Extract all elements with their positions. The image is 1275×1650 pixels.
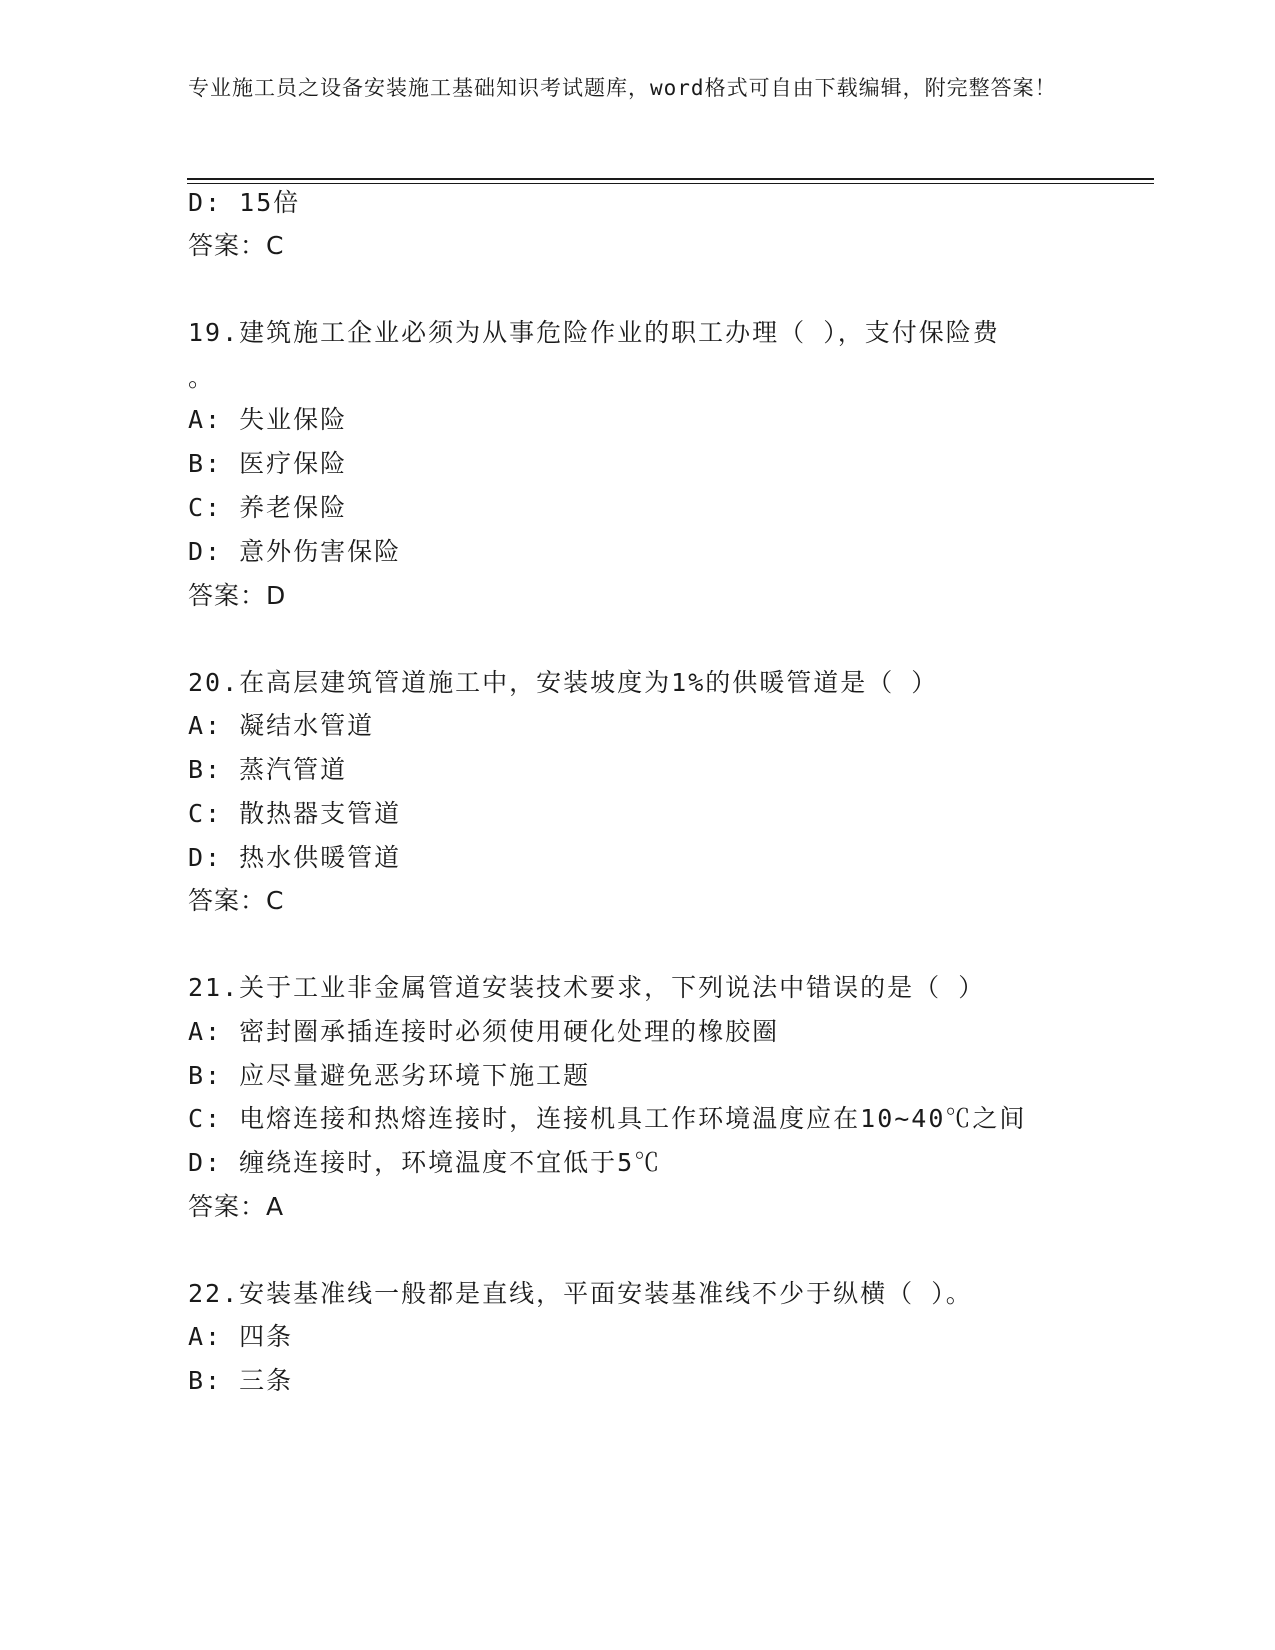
document-header: 专业施工员之设备安装施工基础知识考试题库，word格式可自由下载编辑，附完整答案！ (188, 76, 1057, 100)
q19-option-a: A: 失业保险 (188, 405, 348, 434)
q19-option-c: C: 养老保险 (188, 493, 348, 522)
q20-option-d: D: 热水供暖管道 (188, 843, 402, 872)
q21-answer: 答案：A (188, 1192, 285, 1221)
q19-answer: 答案：D (188, 581, 287, 610)
prev-answer: 答案：C (188, 231, 285, 260)
q21-option-c: C: 电熔连接和热熔连接时，连接机具工作环境温度应在10~40℃之间 (188, 1104, 1027, 1133)
q19-option-b: B: 医疗保险 (188, 449, 348, 478)
prev-option-d: D: 15倍 (188, 188, 301, 217)
q21-option-a: A: 密封圈承插连接时必须使用硬化处理的橡胶圈 (188, 1017, 780, 1046)
q22-option-b: B: 三条 (188, 1366, 294, 1395)
q20-option-b: B: 蒸汽管道 (188, 755, 348, 784)
q19-stem-line2: 。 (188, 363, 216, 392)
q21-stem: 21.关于工业非金属管道安装技术要求，下列说法中错误的是（ ） (188, 973, 986, 1002)
q20-answer: 答案：C (188, 886, 285, 915)
q22-option-a: A: 四条 (188, 1322, 294, 1351)
q22-stem: 22.安装基准线一般都是直线，平面安装基准线不少于纵横（ ）。 (188, 1279, 973, 1308)
q21-option-d: D: 缠绕连接时，环境温度不宜低于5℃ (188, 1148, 662, 1177)
header-divider-thick (187, 178, 1154, 180)
header-divider-thin (187, 183, 1154, 184)
q20-stem: 20.在高层建筑管道施工中，安装坡度为1%的供暖管道是（ ） (188, 668, 939, 697)
q20-option-a: A: 凝结水管道 (188, 711, 375, 740)
q20-option-c: C: 散热器支管道 (188, 799, 402, 828)
q21-option-b: B: 应尽量避免恶劣环境下施工题 (188, 1061, 591, 1090)
q19-option-d: D: 意外伤害保险 (188, 537, 402, 566)
q19-stem-line1: 19.建筑施工企业必须为从事危险作业的职工办理（ ），支付保险费 (188, 318, 1000, 347)
